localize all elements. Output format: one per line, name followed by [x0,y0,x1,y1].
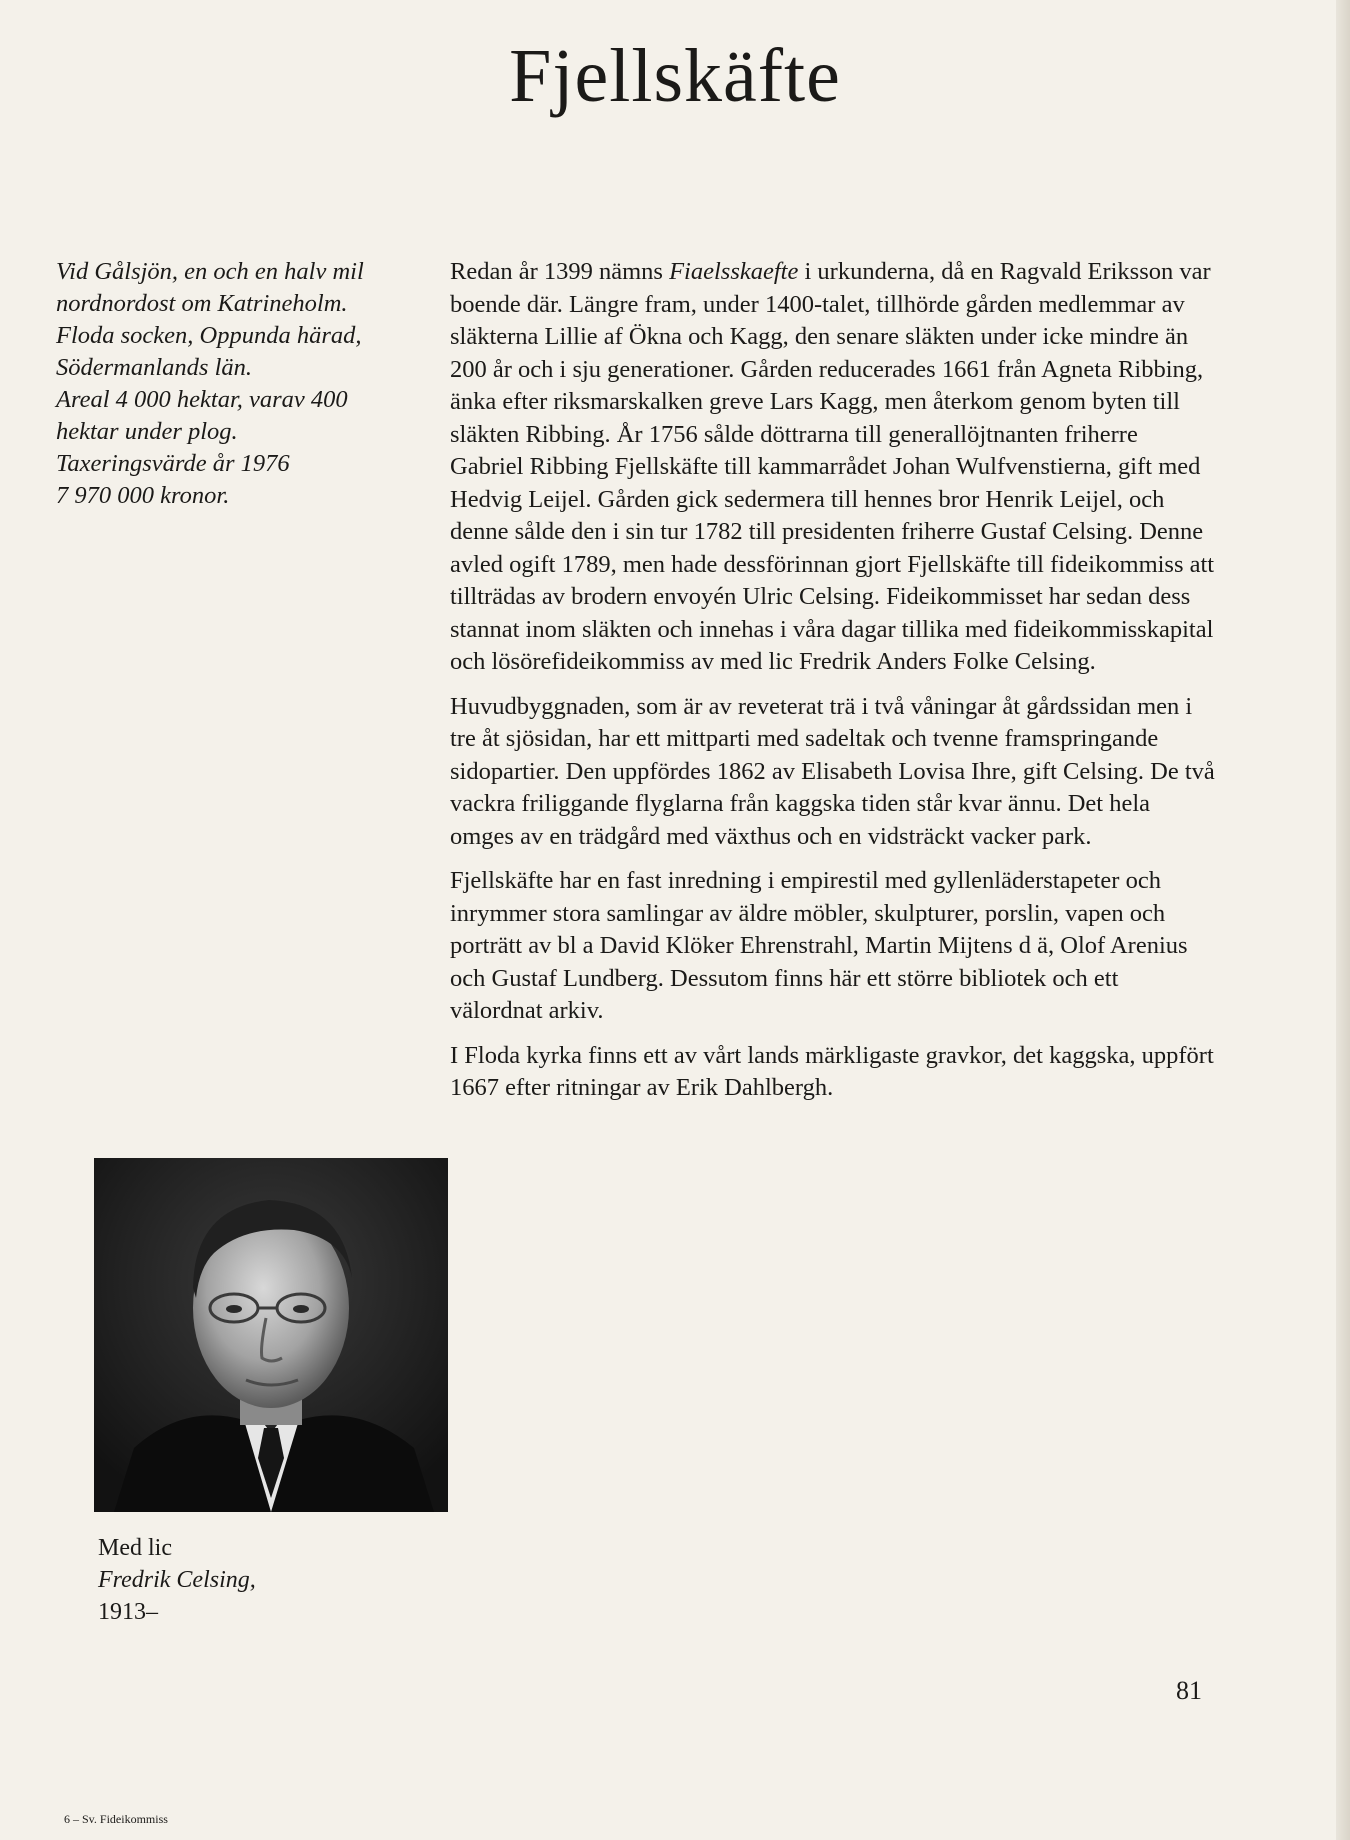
page-edge [1336,0,1350,1840]
estate-facts [56,256,416,512]
fact-line: nordnordost om Katrineholm. [56,290,348,317]
fact-line: Södermanlands län. [56,354,252,381]
page-number: 81 [1176,1676,1202,1705]
caption-line: Med lic [98,1535,172,1561]
fact-line: Taxeringsvärde år 1976 [56,450,290,477]
historic-name: Fiaelsskaefte [669,258,799,285]
caption-years: 1913– [98,1599,158,1625]
church-paragraph: I Floda kyrka finns ett av vårt lands märkligaste gravkor, det kaggska, uppfört 1667 efter ritningar av Erik Dahlbergh. [450,1041,1214,1101]
history-text-start: Redan år 1399 nämns [450,258,670,285]
history-text-rest: i urkunderna, då en Ragvald Eriksson var boende där. Längre fram, under 1400-talet, tillhörde gården medlemmar av släkterna Lillie af Ökna och Kagg, den senare släkten under icke mindre än 200 år och i sju generationer. Gården reducerades 1661 från Agneta Ribbing, änka efter riksmarskalken greve Lars Kagg, men återkom genom byten till släkten Ribbing. År 1756 sålde döttrarna till generallöjtnanten friherre Gabriel Ribbing Fjellskäfte till kammarrådet Johan Wulfvenstierna, gift med Hedvig Leijel. Gården gick sedermera till hennes bror Henrik Leijel, och denne sålde den i sin tur 1782 till presidenten friherre Gustaf Celsing. Denne avled ogift 1789, men hade dessförinnan gjort Fjellskäfte till fideikommiss att tillträdas av brodern envoyén Ulric Celsing. Fideikommisset har sedan dess stannat inom släkten och innehas i våra dagar tillika med fideikommisskapital och lösörefideikommiss av med lic Fredrik Anders Folke Celsing. [450,258,1215,675]
fact-line: 7 970 000 kronor. [56,482,230,509]
fact-line: Floda socken, Oppunda härad, [56,322,362,349]
page-title: Fjellskäfte [509,34,841,118]
history-paragraph [450,256,1215,679]
fact-line: Areal 4 000 hektar, varav 400 [56,386,348,413]
caption-name: Fredrik Celsing, [98,1567,256,1593]
interior-paragraph: Fjellskäfte har en fast inredning i empirestil med gyllenläderstapeter och inrymmer stora samlingar av äldre möbler, skulpturer, porslin, vapen och porträtt av bl a David Klöker Ehrenstrahl, Martin Mijtens d ä, Olof Arenius och Gustaf Lundberg. Dessutom finns här ett större bibliotek och ett välordnat arkiv. [450,867,1188,1024]
photo-caption [98,1532,256,1628]
portrait-photo [94,1158,448,1512]
portrait-image [94,1158,448,1512]
fact-line: hektar under plog. [56,418,238,445]
body-text [450,256,1215,1117]
fact-line: Vid Gålsjön, en och en halv mil [56,258,364,285]
building-paragraph: Huvudbyggnaden, som är av reveterat trä i två våningar åt gårdssidan men i tre åt sjösidan, har ett mittparti med sadeltak och tvenne framspringande sidopartier. Den uppfördes 1862 av Elisabeth Lovisa Ihre, gift Celsing. De två vackra friliggande flyglarna från kaggska tiden står kvar ännu. Det hela omges av en trädgård med växthus och en vidsträckt vacker park. [450,692,1215,850]
signature-footer: 6 – Sv. Fideikommiss [64,1812,168,1826]
